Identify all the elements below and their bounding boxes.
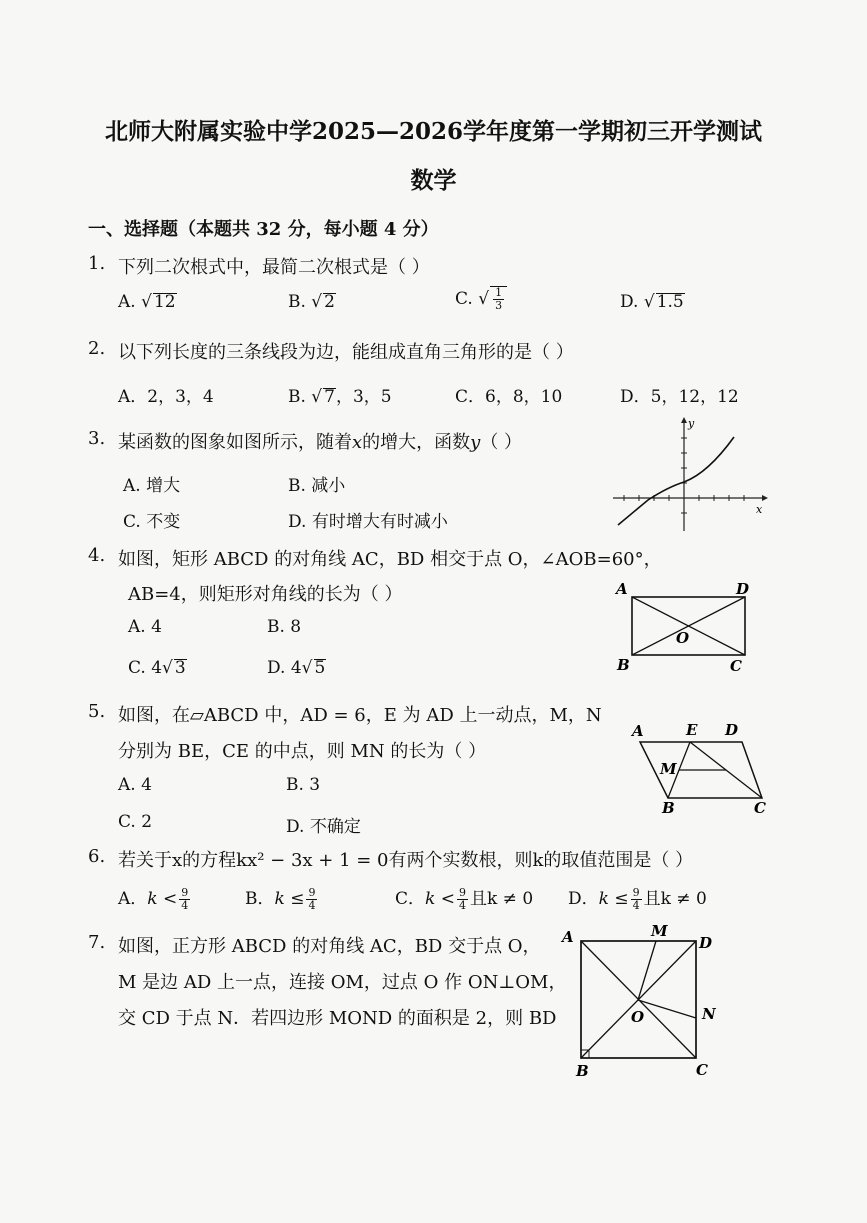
q4-line2: AB=4，则矩形对角线的长为（ ） <box>128 584 403 605</box>
q7-line2: M 是边 AD 上一点，连接 OM，过点 O 作 ON⊥OM， <box>118 972 567 993</box>
q6-option-b-den: 4 <box>308 899 316 912</box>
q6-option-b <box>245 884 319 912</box>
q2-option-d: D．5，12，12 <box>620 387 739 407</box>
q3-function-curve <box>618 437 734 525</box>
q5-label-c: C <box>754 799 766 817</box>
q4-line1: 如图，矩形 ABCD 的对角线 AC，BD 相交于点 O，∠AOB=60°， <box>118 549 662 570</box>
q1-option-a: A. √ 12 <box>118 292 176 312</box>
q2-option-b: B. √ 7，3，5 <box>288 387 392 407</box>
q4-label-a: A <box>616 580 628 598</box>
q1-option-c-numerator: 1 <box>495 286 503 299</box>
q6-option-d-label: D． <box>568 889 599 909</box>
q7-label-d: D <box>699 934 713 952</box>
q5-parallelogram-figure <box>628 718 768 818</box>
q4-label-d: D <box>736 580 750 598</box>
q6-option-d-tail: 且k ≠ 0 <box>643 889 707 909</box>
q6-option-c <box>395 884 533 912</box>
q7-line3: 交 CD 于点 N．若四边形 MOND 的面积是 2，则 BD <box>118 1008 557 1029</box>
q6-option-a-expr: k < <box>147 889 178 909</box>
q7-label-n: N <box>702 1005 716 1023</box>
q1-number: 1. <box>88 253 106 274</box>
q3-option-c: C. 不变 <box>123 512 181 532</box>
q6-option-d-den: 4 <box>632 899 640 912</box>
q5-option-b: B. 3 <box>286 775 321 795</box>
q3-option-a: A. 增大 <box>123 476 181 496</box>
q6-option-c-num: 9 <box>458 885 466 899</box>
q5-label-e: E <box>686 721 698 739</box>
q4-option-d: D. 4√ 5 <box>267 658 326 678</box>
q5-option-c: C. 2 <box>118 812 153 832</box>
q6-option-c-den: 4 <box>458 899 466 912</box>
q2-option-a: A．2，3，4 <box>118 387 214 407</box>
q1-option-a-radicand: 12 <box>153 292 176 312</box>
q6-option-c-tail: 且k ≠ 0 <box>469 889 534 909</box>
q7-label-m: M <box>651 922 668 940</box>
q7-number: 7. <box>88 932 106 953</box>
q4-option-c: C. 4√ 3 <box>128 658 186 678</box>
q5-option-a: A. 4 <box>118 775 152 795</box>
subject-title: 数学 <box>410 167 457 194</box>
q5-line2: 分别为 BE，CE 的中点，则 MN 的长为（ ） <box>118 741 487 762</box>
q4-label-o: O <box>676 629 690 647</box>
q4-number: 4. <box>88 545 106 566</box>
q6-option-d-num: 9 <box>632 885 640 899</box>
q6-stem: 若关于x的方程kx² − 3x + 1 = 0有两个实数根，则k的取值范围是（ ） <box>118 850 694 871</box>
q7-label-o: O <box>631 1008 645 1026</box>
q1-option-c: C. √ $\frac{1}{3}$ <box>455 286 507 312</box>
q6-option-a-den: 4 <box>181 899 189 912</box>
q4-option-c-label: C. 4 <box>128 658 163 678</box>
q3-number: 3. <box>88 428 106 449</box>
q6-option-a-num: 9 <box>181 885 189 899</box>
q6-option-b-label: B． <box>245 889 275 909</box>
q6-option-d-expr: k ≤ <box>598 889 629 909</box>
q3-option-d: D. 有时增大有时减小 <box>288 512 448 532</box>
q1-option-d: D. √ 1.5 <box>620 292 684 312</box>
q7-label-a: A <box>562 928 574 946</box>
q6-number: 6. <box>88 846 106 867</box>
q6-option-b-num: 9 <box>308 885 316 899</box>
q6-option-a <box>118 884 192 912</box>
q3-stem-part1: 某函数的图象如图所示，随着 <box>118 432 352 453</box>
q3-x-axis-arrow <box>762 495 768 501</box>
q2-option-b-label: B. <box>288 387 306 407</box>
q3-y-axis-arrow <box>681 417 687 423</box>
q2-option-b-radicand: 7 <box>324 387 335 407</box>
q3-stem <box>118 428 522 454</box>
q5-label-b: B <box>662 799 675 817</box>
q3-graph-x-label: x <box>756 503 763 516</box>
q5-label-a: A <box>632 722 644 740</box>
q3-option-b: B. 减小 <box>288 476 346 496</box>
q4-label-c: C <box>730 657 742 675</box>
q4-option-d-radicand: 5 <box>314 658 326 678</box>
q1-stem: 下列二次根式中，最简二次根式是（ ） <box>118 257 430 278</box>
q3-stem-part3: （ ） <box>480 432 523 453</box>
q7-line1: 如图，正方形 ABCD 的对角线 AC，BD 交于点 O， <box>118 936 541 957</box>
q3-stem-part2: 的增大，函数 <box>362 432 471 453</box>
q5-label-m: M <box>660 760 677 778</box>
q4-rectangle-figure <box>612 578 762 678</box>
q1-option-d-label: D. <box>620 292 639 312</box>
q1-option-b-label: B. <box>288 292 306 312</box>
q3-var-x: x <box>352 432 363 453</box>
exam-title: 北师大附属实验中学2025—2026学年度第一学期初三开学测试 <box>104 118 763 145</box>
q7-label-b: B <box>576 1062 589 1080</box>
q1-option-c-denominator: 3 <box>495 299 503 313</box>
q4-option-b: B. 8 <box>267 617 302 637</box>
q7-square-figure <box>560 918 720 1083</box>
q3-var-y: y <box>470 432 481 453</box>
q1-option-d-radicand: 1.5 <box>656 292 684 312</box>
q5-label-d: D <box>725 721 739 739</box>
q3-function-graph <box>608 415 768 533</box>
q2-stem: 以下列长度的三条线段为边，能组成直角三角形的是（ ） <box>118 342 574 363</box>
q7-segment-on <box>638 1000 696 1018</box>
q6-option-c-label: C． <box>395 889 426 909</box>
q2-option-c: C．6，8，10 <box>455 387 563 407</box>
q6-option-c-expr: k < <box>425 889 455 909</box>
q2-number: 2. <box>88 338 106 359</box>
q4-option-c-radicand: 3 <box>174 658 186 678</box>
q5-option-d: D. 不确定 <box>286 817 361 837</box>
q1-option-c-label: C. <box>455 289 473 310</box>
q6-option-b-expr: k ≤ <box>274 889 305 909</box>
q3-graph-y-label: y <box>688 417 695 430</box>
q5-line1: 如图，在▱ABCD 中，AD = 6，E 为 AD 上一动点，M，N <box>118 705 602 726</box>
q5-number: 5. <box>88 701 106 722</box>
q6-option-a-label: A． <box>118 889 148 909</box>
q1-option-b: B. √ 2 <box>288 292 335 312</box>
q1-option-b-radicand: 2 <box>324 292 335 312</box>
q1-option-a-label: A. <box>118 292 136 312</box>
q4-option-d-label: D. 4 <box>267 658 302 678</box>
q4-option-a: A. 4 <box>128 617 162 637</box>
q4-label-b: B <box>617 656 630 674</box>
q7-label-c: C <box>696 1061 708 1079</box>
q2-option-b-rest: ，3，5 <box>335 387 392 407</box>
section-heading: 一、选择题（本题共 32 分，每小题 4 分） <box>88 219 439 240</box>
q6-option-d <box>568 884 707 912</box>
